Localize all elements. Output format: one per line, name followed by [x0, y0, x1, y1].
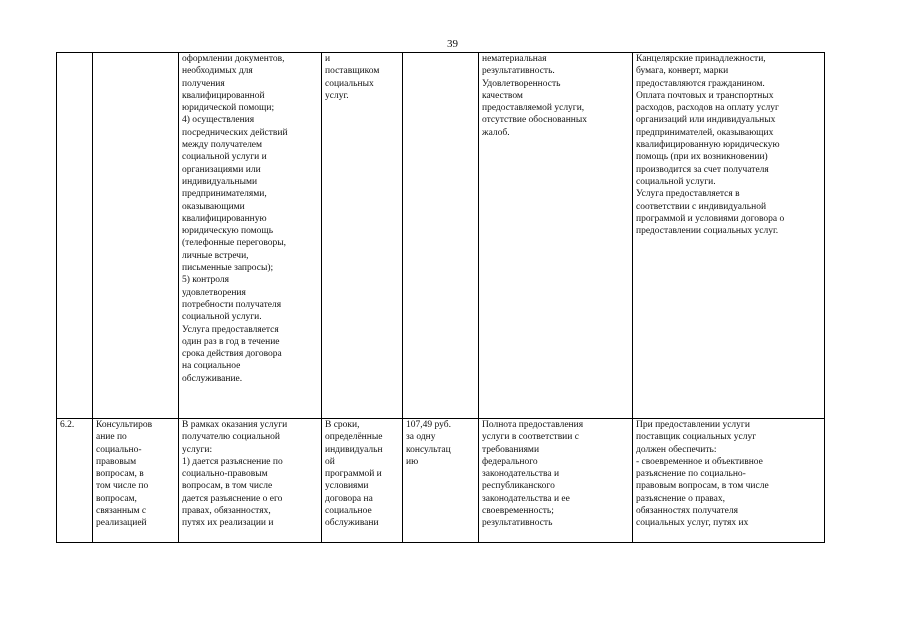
quality-indicators-cell [479, 419, 633, 543]
cell-text-line: письменные запросы); [182, 263, 274, 274]
cell-text-line: правовым [96, 456, 137, 467]
cell-text-line: Услуга предоставляется [182, 324, 279, 335]
cell-text-line: посреднических действий [182, 127, 288, 138]
cell-text-line: юридическую помощь [182, 226, 274, 237]
cell-text-line: республиканского [482, 481, 555, 492]
cell-text-line: 107,49 руб. [406, 420, 451, 430]
cell-text-line: консультац [406, 444, 451, 455]
cell-text-line: предпринимателей, оказывающих [636, 127, 774, 138]
cell-text-line: дается разъяснение о его [182, 493, 283, 504]
cell-text-line: организациями или [182, 164, 261, 175]
cell-text-line: расходов, расходов на оплату услуг [636, 103, 779, 114]
cell-text-line: законодательства и ее [482, 493, 570, 504]
cell-text-line: обслуживание. [182, 373, 243, 384]
page-number: 39 [447, 38, 458, 50]
cell-text-line: ой [325, 456, 335, 467]
cell-text-line: обслуживани [325, 518, 379, 529]
service-terms-cell [322, 419, 403, 543]
cell-text-line: личные встречи, [182, 250, 249, 261]
cell-text-line: результативность. [482, 66, 555, 77]
table-row [57, 53, 825, 419]
services-table [56, 52, 825, 543]
cell-text-line: ию [406, 456, 419, 467]
service-conditions-cell [633, 53, 825, 419]
service-terms-cell [322, 53, 403, 419]
cell-text-line: определённые [325, 432, 383, 443]
cell-text-line: социальной услуги. [636, 176, 716, 187]
cell-text-line: программой и условиями договора о [636, 213, 785, 224]
cell-text-line: предоставляемой услуги, [482, 103, 585, 114]
cell-text-line: индивидуальн [325, 444, 383, 455]
cell-text-line: связанным с [96, 506, 147, 517]
cell-text-line: юридической помощи; [182, 103, 275, 114]
cell-text-line: реализацией [96, 518, 147, 529]
row-number-cell: 6.2. [57, 419, 93, 543]
cell-text-line: разъяснение по социально- [636, 469, 746, 480]
service-name-cell [93, 53, 179, 419]
cell-text-line: вопросам, [96, 493, 137, 504]
cell-text-line: оказывающими [182, 201, 245, 212]
table-row [57, 419, 825, 543]
cell-text-line: помощь (при их возникновении) [636, 152, 768, 163]
cell-text-line: необходимых для [182, 66, 253, 77]
cell-text-line: В сроки, [325, 420, 360, 430]
cell-text-line: поставщиком [325, 66, 380, 77]
row-number-cell [57, 53, 93, 419]
cell-text-line: правовым вопросам, в том числе [636, 481, 769, 492]
cell-text-line: программой и [325, 469, 382, 480]
cell-text-line: удовлетворения [182, 287, 246, 298]
cell-text-line: Услуга предоставляется в [636, 189, 740, 200]
cell-text-line: потребности получателя [182, 299, 282, 310]
cell-text-line: Канцелярские принадлежности, [636, 54, 766, 64]
cell-text-line: социально-правовым [182, 469, 268, 480]
cell-text-line: социальных услуг, путях их [636, 518, 749, 529]
cell-text-line: результативность [482, 518, 553, 529]
cell-text-line: своевременность; [482, 506, 554, 517]
cell-text-line: услуги в соответствии с [482, 432, 579, 443]
cell-text-line: качеством [482, 90, 523, 101]
cell-text-line: (телефонные переговоры, [182, 238, 287, 249]
cell-text-line: один раз в год в течение [182, 336, 280, 347]
cell-text-line: нематериальная [482, 54, 547, 64]
cell-text-line: жалоб. [482, 127, 510, 138]
cell-text-line: получения [182, 78, 225, 89]
cell-text-line: на социальное [182, 361, 241, 372]
cell-text-line: 4) осуществления [182, 115, 255, 126]
cell-text-line: социальной услуги и [182, 152, 267, 163]
cell-text-line: разъяснение о правах, [636, 493, 725, 504]
cell-text-line: социально- [96, 444, 142, 455]
cell-text-line: При предоставлении услуги [636, 420, 750, 430]
service-tariff-cell [403, 419, 479, 543]
cell-text-line: ание по [96, 432, 127, 443]
cell-text-line: квалифицированную [182, 213, 267, 224]
cell-text-line: социальное [325, 506, 372, 517]
cell-text-line: социальной услуги. [182, 312, 262, 323]
cell-text-line: организаций или индивидуальных [636, 115, 776, 126]
cell-text-line: Консультиров [96, 420, 153, 430]
cell-text-line: квалифицированной [182, 90, 265, 101]
cell-text-line: оформлении документов, [182, 54, 285, 64]
service-conditions-cell [633, 419, 825, 543]
service-content-cell [179, 53, 322, 419]
cell-text-line: законодательства и [482, 469, 560, 480]
cell-text-line: федерального [482, 456, 538, 467]
cell-text-line: Полнота предоставления [482, 420, 584, 430]
cell-text-line: 5) контроля [182, 275, 230, 286]
cell-text-line: социальных [325, 78, 374, 89]
cell-text-line: индивидуальными [182, 176, 258, 187]
cell-text-line: путях их реализации и [182, 518, 274, 529]
cell-text-line: соответствии с индивидуальной [636, 201, 767, 212]
cell-text-line: 1) дается разъяснение по [182, 456, 283, 467]
cell-text-line: Удовлетворенность [482, 78, 561, 89]
cell-text-line: В рамках оказания услуги [182, 420, 288, 430]
cell-text-line: отсутствие обоснованных [482, 115, 588, 126]
cell-text-line: получателю социальной [182, 432, 280, 443]
cell-text-line: - своевременное и объективное [636, 456, 763, 467]
service-name-cell [93, 419, 179, 543]
cell-text-line: квалифицированную юридическую [636, 140, 780, 151]
cell-text-line: услуги: [182, 444, 213, 455]
service-content-cell [179, 419, 322, 543]
cell-text-line: предоставляются гражданином. [636, 78, 765, 89]
cell-text-line: вопросам, в [96, 469, 144, 480]
cell-text-line: поставщик социальных услуг [636, 432, 757, 443]
cell-text-line: вопросам, в том числе [182, 481, 273, 492]
cell-text-line: условиями [325, 481, 369, 492]
cell-text-line: обязанностях получателя [636, 506, 739, 517]
cell-text-line: договора на [325, 493, 373, 504]
cell-text-line: бумага, конверт, марки [636, 66, 729, 77]
quality-indicators-cell [479, 53, 633, 419]
cell-text-line: Оплата почтовых и транспортных [636, 90, 774, 101]
cell-text-line: предоставлении социальных услуг. [636, 226, 779, 237]
service-tariff-cell [403, 53, 479, 419]
cell-text-line: предпринимателями, [182, 189, 267, 200]
cell-text-line: и [325, 54, 331, 64]
cell-text-line: срока действия договора [182, 349, 282, 360]
cell-text-line: между получателем [182, 140, 263, 151]
cell-text-line: услуг. [325, 90, 349, 101]
cell-text-line: производится за счет получателя [636, 164, 769, 175]
cell-text-line: том числе по [96, 481, 149, 492]
cell-text-line: требованиями [482, 444, 540, 455]
cell-text-line: за одну [406, 432, 436, 443]
cell-text-line: правах, обязанностях, [182, 506, 271, 517]
cell-text-line: должен обеспечить: [636, 444, 717, 455]
